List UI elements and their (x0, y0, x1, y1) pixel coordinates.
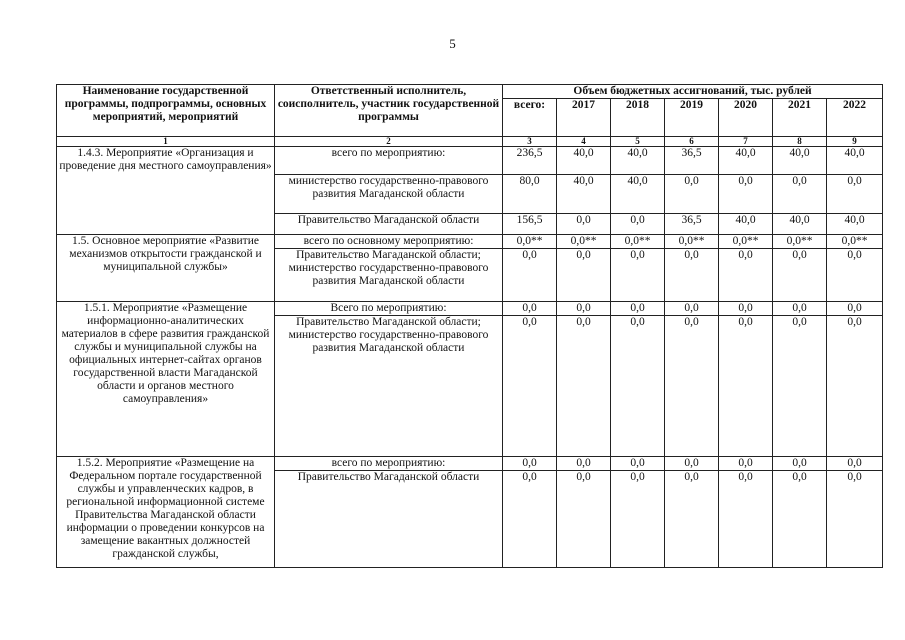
page-number: 5 (449, 36, 456, 51)
cell-value: 0,0 (611, 214, 665, 235)
cell-value: 0,0 (665, 249, 719, 302)
row-responsible: всего по мероприятию: (275, 457, 503, 471)
cell-value: 236,5 (503, 147, 557, 175)
cell-value: 0,0 (719, 175, 773, 214)
row-name: 1.5.1. Мероприятие «Размещение информационно-аналитических материалов в сфере развития гражданской службы и муниципальной службы на официальных интернет-сайтах органов государственной власти Магаданской области и органов местного самоуправления» (57, 302, 275, 457)
cell-value: 0,0 (773, 175, 827, 214)
header-year-2017: 2017 (557, 99, 611, 137)
cell-value: 0,0 (827, 471, 883, 568)
cell-value: 0,0** (611, 235, 665, 249)
header-year-2020: 2020 (719, 99, 773, 137)
cell-value: 0,0 (503, 249, 557, 302)
col-index: 6 (665, 137, 719, 147)
cell-value: 40,0 (773, 214, 827, 235)
cell-value: 0,0 (665, 457, 719, 471)
col-index: 9 (827, 137, 883, 147)
col-index: 4 (557, 137, 611, 147)
cell-value: 0,0** (665, 235, 719, 249)
cell-value: 0,0 (827, 316, 883, 457)
cell-value: 0,0 (827, 302, 883, 316)
row-responsible: Правительство Магаданской области; министерство государственно-правового развития Магаданской области (275, 316, 503, 457)
row-name: 1.5. Основное мероприятие «Развитие механизмов открытости гражданской и муниципальной службы» (57, 235, 275, 302)
cell-value: 40,0 (557, 175, 611, 214)
cell-value: 0,0 (611, 249, 665, 302)
header-budget: Объем бюджетных ассигнований, тыс. рублей (503, 85, 883, 99)
cell-value: 0,0 (611, 302, 665, 316)
cell-value: 0,0** (827, 235, 883, 249)
cell-value: 36,5 (665, 214, 719, 235)
header-year-2018: 2018 (611, 99, 665, 137)
row-responsible: министерство государственно-правового развития Магаданской области (275, 175, 503, 214)
cell-value: 0,0 (557, 214, 611, 235)
row-responsible: Правительство Магаданской области (275, 471, 503, 568)
cell-value: 0,0 (665, 302, 719, 316)
cell-value: 0,0 (503, 302, 557, 316)
cell-value: 0,0 (773, 302, 827, 316)
table-row (57, 235, 883, 249)
cell-value: 0,0 (827, 457, 883, 471)
cell-value: 0,0 (719, 471, 773, 568)
col-index: 3 (503, 137, 557, 147)
row-name: 1.5.2. Мероприятие «Размещение на Федеральном портале государственной службы и управленческих кадров, в региональной информационной системе Правительства Магаданской области информации о проведении конкурсов на замещение вакантных должностей гражданской службы, (57, 457, 275, 568)
header-responsible: Ответственный исполнитель, соисполнитель, участник государственной программы (275, 85, 503, 137)
cell-value: 0,0 (611, 316, 665, 457)
col-index: 1 (57, 137, 275, 147)
cell-value: 0,0 (665, 175, 719, 214)
cell-value: 0,0 (665, 471, 719, 568)
cell-value: 0,0 (773, 471, 827, 568)
row-name: 1.4.3. Мероприятие «Организация и проведение дня местного самоуправления» (57, 147, 275, 235)
col-index: 7 (719, 137, 773, 147)
cell-value: 40,0 (611, 147, 665, 175)
cell-value: 40,0 (827, 147, 883, 175)
cell-value: 0,0 (611, 471, 665, 568)
col-index: 8 (773, 137, 827, 147)
cell-value: 0,0 (719, 457, 773, 471)
cell-value: 0,0 (719, 316, 773, 457)
row-responsible: Всего по мероприятию: (275, 302, 503, 316)
cell-value: 0,0** (773, 235, 827, 249)
cell-value: 0,0 (773, 316, 827, 457)
cell-value: 0,0** (503, 235, 557, 249)
row-responsible: всего по мероприятию: (275, 147, 503, 175)
cell-value: 0,0 (827, 249, 883, 302)
cell-value: 0,0 (557, 316, 611, 457)
table-body (57, 147, 883, 568)
cell-value: 0,0 (503, 471, 557, 568)
cell-value: 0,0** (719, 235, 773, 249)
cell-value: 0,0 (773, 249, 827, 302)
cell-value: 0,0 (773, 457, 827, 471)
cell-value: 40,0 (827, 214, 883, 235)
cell-value: 156,5 (503, 214, 557, 235)
header-name: Наименование государственной программы, подпрограммы, основных мероприятий, мероприятий (57, 85, 275, 137)
col-index: 2 (275, 137, 503, 147)
cell-value: 0,0 (557, 302, 611, 316)
cell-value: 0,0 (557, 471, 611, 568)
table-row (57, 457, 883, 471)
table-row (57, 302, 883, 316)
cell-value: 0,0** (557, 235, 611, 249)
cell-value: 0,0 (719, 302, 773, 316)
cell-value: 0,0 (503, 316, 557, 457)
cell-value: 40,0 (719, 147, 773, 175)
header-year-total: всего: (503, 99, 557, 137)
cell-value: 36,5 (665, 147, 719, 175)
col-index: 5 (611, 137, 665, 147)
row-responsible: Правительство Магаданской области (275, 214, 503, 235)
row-responsible: Правительство Магаданской области; министерство государственно-правового развития Магаданской области (275, 249, 503, 302)
header-year-2022: 2022 (827, 99, 883, 137)
cell-value: 0,0 (719, 249, 773, 302)
table-row (57, 147, 883, 175)
cell-value: 40,0 (773, 147, 827, 175)
cell-value: 0,0 (827, 175, 883, 214)
cell-value: 0,0 (557, 457, 611, 471)
cell-value: 0,0 (665, 316, 719, 457)
row-responsible: всего по основному мероприятию: (275, 235, 503, 249)
cell-value: 0,0 (503, 457, 557, 471)
header-year-2019: 2019 (665, 99, 719, 137)
cell-value: 40,0 (557, 147, 611, 175)
cell-value: 0,0 (611, 457, 665, 471)
cell-value: 80,0 (503, 175, 557, 214)
header-year-2021: 2021 (773, 99, 827, 137)
cell-value: 0,0 (557, 249, 611, 302)
budget-table (56, 84, 883, 568)
cell-value: 40,0 (719, 214, 773, 235)
cell-value: 40,0 (611, 175, 665, 214)
column-index-row (57, 137, 883, 147)
